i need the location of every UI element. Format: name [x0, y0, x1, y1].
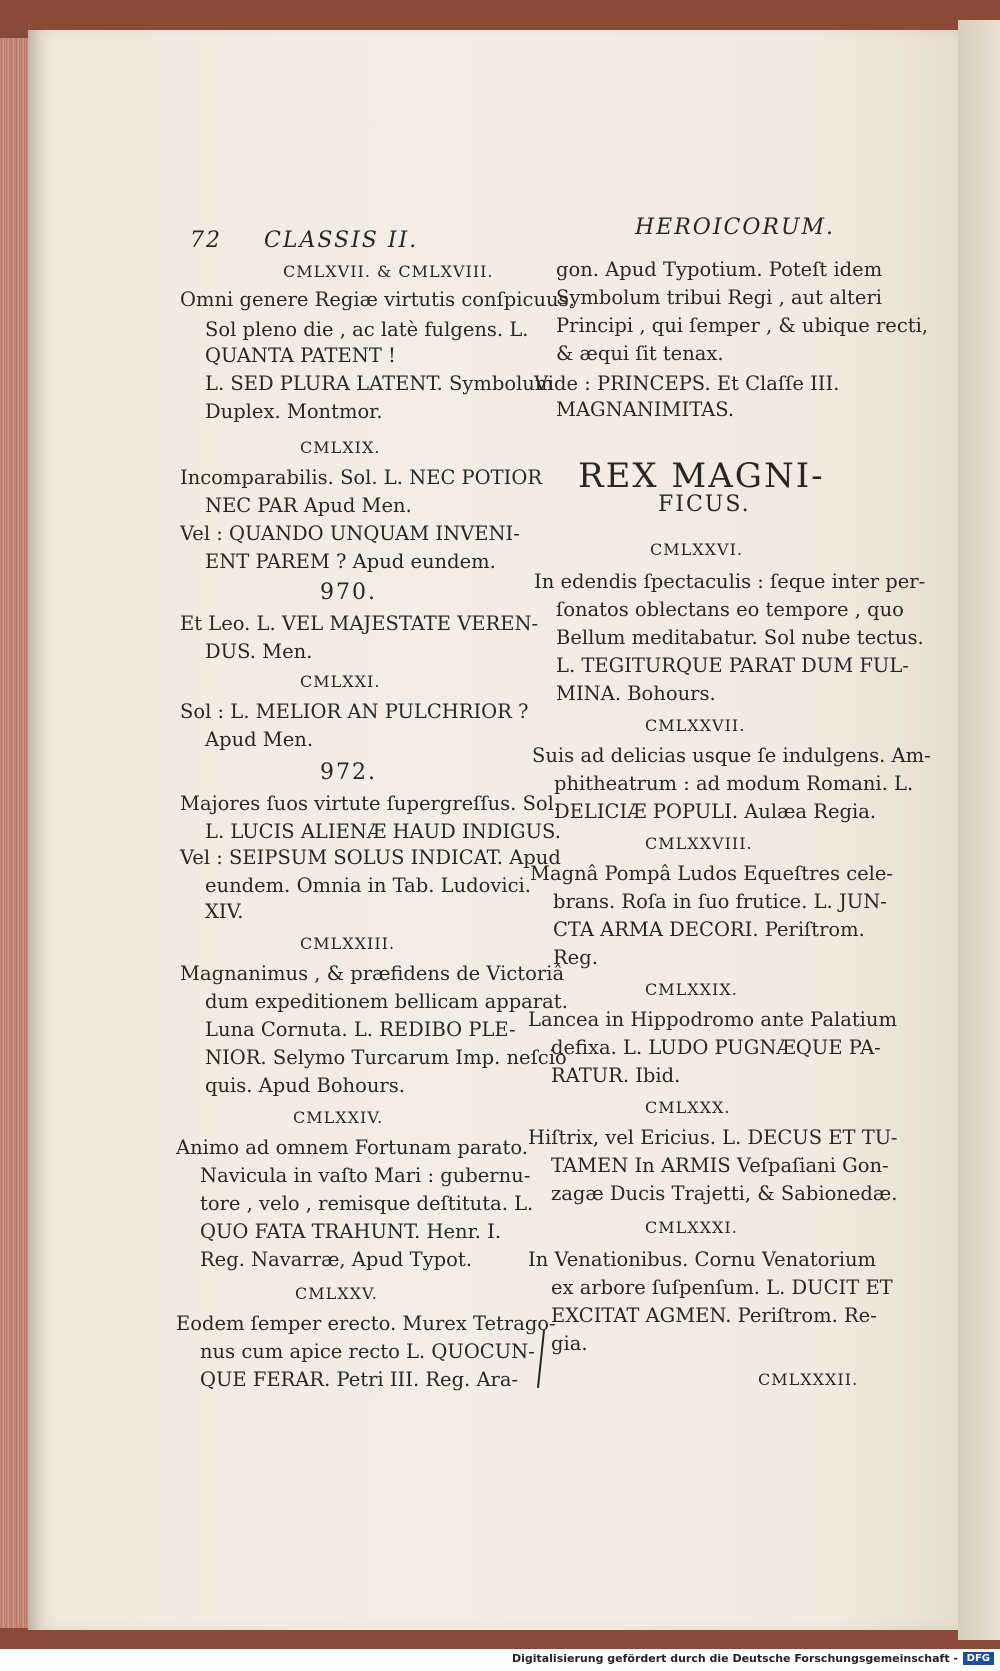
- text-line: QUO FATA TRAHUNT. Henr. I.: [200, 1220, 502, 1243]
- text-line: phitheatrum : ad modum Romani. L.: [554, 772, 914, 795]
- text-line: Animo ad omnem Fortunam parato.: [176, 1136, 528, 1159]
- text-line: Magnâ Pompâ Ludos Equeſtres cele-: [530, 862, 894, 885]
- adjacent-page: [958, 20, 1000, 1640]
- entry-heading: CMLXXVI.: [650, 540, 743, 559]
- text-line: Vide : PRINCEPS. Et Claſſe III.: [534, 372, 840, 395]
- text-line: ſonatos oblectans eo tempore , quo: [556, 598, 904, 621]
- running-header-left: [190, 228, 418, 253]
- text-line: eundem. Omnia in Tab. Ludovici.: [205, 874, 531, 897]
- text-line: defixa. L. LUDO PUGNÆQUE PA-: [551, 1036, 881, 1059]
- text-line: gia.: [551, 1332, 588, 1355]
- text-line: gon. Apud Typotium. Poteſt idem: [556, 258, 883, 281]
- footer-bar: [0, 1649, 1000, 1671]
- text-line: L. LUCIS ALIENÆ HAUD INDIGUS.: [205, 820, 561, 843]
- text-line: NIOR. Selymo Turcarum Imp. neſcio: [205, 1046, 567, 1069]
- text-line: MINA. Bohours.: [556, 682, 716, 705]
- text-line: L. SED PLURA LATENT. Symbolum: [205, 372, 554, 395]
- header-classis: CLASSIS II.: [264, 228, 419, 253]
- text-line: Sol pleno die , ac latè fulgens. L.: [205, 318, 529, 341]
- text-line: QUANTA PATENT !: [205, 344, 396, 367]
- entry-heading: CMLXXI.: [300, 672, 381, 691]
- text-line: & æqui ſit tenax.: [556, 342, 724, 365]
- entry-heading: CMLXXIX.: [645, 980, 738, 999]
- text-line: tore , velo , remisque deſtituta. L.: [200, 1192, 534, 1215]
- text-line: Vel : QUANDO UNQUAM INVENI-: [180, 522, 520, 545]
- text-line: Hiſtrix, vel Ericius. L. DECUS ET TU-: [528, 1126, 898, 1149]
- text-line: Lancea in Hippodromo ante Palatium: [528, 1008, 897, 1031]
- section-title: REX MAGNI-: [578, 456, 825, 496]
- text-line: Eodem ſemper erecto. Murex Tetrago-: [176, 1312, 556, 1335]
- text-line: Principi , qui ſemper , & ubique recti,: [556, 314, 929, 337]
- text-line: Sol : L. MELIOR AN PULCHRIOR ?: [180, 700, 529, 723]
- text-line: Reg. Navarræ, Apud Typot.: [200, 1248, 472, 1271]
- text-line: EXCITAT AGMEN. Periſtrom. Re-: [551, 1304, 877, 1327]
- text-line: zagæ Ducis Trajetti, & Sabionedæ.: [551, 1182, 898, 1205]
- text-line: QUE FERAR. Petri III. Reg. Ara-: [200, 1368, 519, 1391]
- text-line: brans. Roſa in ſuo frutice. L. JUN-: [553, 890, 887, 913]
- text-line: XIV.: [205, 900, 244, 923]
- entry-heading: CMLXVII. & CMLXVIII.: [283, 262, 494, 281]
- text-line: Reg.: [553, 946, 598, 969]
- text-line: TAMEN In ARMIS Veſpaſiani Gon-: [551, 1154, 889, 1177]
- entry-heading: CMLXXIV.: [293, 1108, 384, 1127]
- entry-heading: CMLXXVIII.: [645, 834, 753, 853]
- footer-credit: Digitalisierung gefördert durch die Deutsche Forschungsgemeinschaft -: [511, 1652, 958, 1665]
- text-line: MAGNANIMITAS.: [556, 398, 735, 421]
- text-line: DUS. Men.: [205, 640, 313, 663]
- text-line: L. TEGITURQUE PARAT DUM FUL-: [556, 654, 909, 677]
- text-line: Duplex. Montmor.: [205, 400, 383, 423]
- text-line: ex arbore ſuſpenſum. L. DUCIT ET: [551, 1276, 893, 1299]
- section-title: 972.: [320, 760, 377, 785]
- text-line: Majores ſuos virtute ſupergreſſus. Sol.: [180, 792, 561, 815]
- text-line: ENT PAREM ? Apud eundem.: [205, 550, 496, 573]
- text-line: In Venationibus. Cornu Venatorium: [528, 1248, 877, 1271]
- text-line: CTA ARMA DECORI. Periſtrom.: [553, 918, 865, 941]
- entry-heading: CMLXXIII.: [300, 934, 396, 953]
- text-line: NEC PAR Apud Men.: [205, 494, 412, 517]
- dfg-logo: DFG: [963, 1652, 994, 1665]
- page-edges: [0, 38, 30, 1628]
- text-line: RATUR. Ibid.: [551, 1064, 681, 1087]
- page-number: 72: [190, 228, 222, 253]
- entry-heading: CMLXXVII.: [645, 716, 746, 735]
- running-header-right: HEROICORUM.: [635, 215, 836, 240]
- entry-heading: CMLXXXI.: [645, 1218, 738, 1237]
- text-line: Bellum meditabatur. Sol nube tectus.: [556, 626, 924, 649]
- text-line: Suis ad delicias usque ſe indulgens. Am-: [532, 744, 931, 767]
- text-line: Vel : SEIPSUM SOLUS INDICAT. Apud: [180, 846, 561, 869]
- section-title: FICUS.: [658, 492, 751, 517]
- text-line: nus cum apice recto L. QUOCUN-: [200, 1340, 535, 1363]
- text-line: In edendis ſpectaculis : ſeque inter per-: [534, 570, 926, 593]
- text-line: Luna Cornuta. L. REDIBO PLE-: [205, 1018, 516, 1041]
- text-line: DELICIÆ POPULI. Aulæa Regia.: [554, 800, 877, 823]
- text-line: Apud Men.: [205, 728, 314, 751]
- text-line: Magnanimus , & præfidens de Victoriâ: [180, 962, 565, 985]
- entry-heading: CMLXXX.: [645, 1098, 731, 1117]
- text-line: Incomparabilis. Sol. L. NEC POTIOR: [180, 466, 543, 489]
- text-line: Symbolum tribui Regi , aut alteri: [556, 286, 882, 309]
- text-line: Et Leo. L. VEL MAJESTATE VEREN-: [180, 612, 539, 635]
- entry-heading: CMLXXV.: [295, 1284, 378, 1303]
- text-line: Navicula in vaſto Mari : gubernu-: [200, 1164, 531, 1187]
- text-line: quis. Apud Bohours.: [205, 1074, 405, 1097]
- text-line: Omni genere Regiæ virtutis conſpicuus.: [180, 288, 575, 311]
- section-title: 970.: [320, 580, 377, 605]
- entry-heading: CMLXXXII.: [758, 1370, 859, 1389]
- entry-heading: CMLXIX.: [300, 438, 381, 457]
- text-line: dum expeditionem bellicam apparat.: [205, 990, 568, 1013]
